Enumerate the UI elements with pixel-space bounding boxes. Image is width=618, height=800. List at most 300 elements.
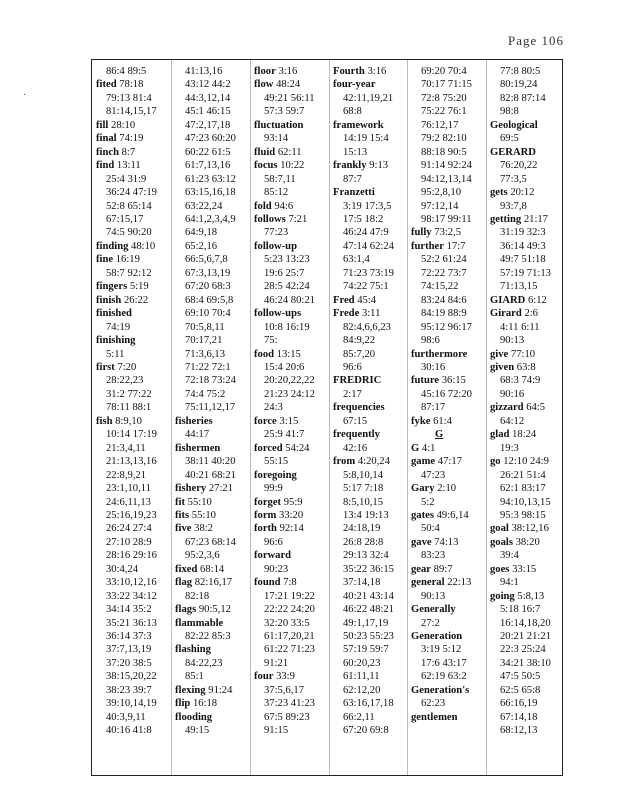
index-subentry: 10:8 16:19 <box>264 321 310 333</box>
index-entry <box>490 294 551 307</box>
index-subentry: 63:22,24 <box>185 200 223 212</box>
index-term: fited <box>96 79 117 91</box>
index-entry <box>333 374 394 387</box>
index-subentry: 96:6 <box>264 536 283 548</box>
index-subentry: 93:7,8 <box>500 200 527 212</box>
index-subentry: 25:4 31:9 <box>106 173 147 185</box>
page-refs: 22:13 <box>447 577 472 589</box>
index-subentry: 60:20,23 <box>343 657 381 669</box>
index-subentry: 78:11 88:1 <box>106 402 152 414</box>
index-term: forth <box>254 523 277 535</box>
index-subentry: 69:20 70:4 <box>421 66 467 77</box>
page-refs: 62:11 <box>277 146 302 158</box>
column-divider <box>250 60 251 775</box>
index-subentry: 42:11,19,21 <box>343 92 394 104</box>
index-term: Generation's <box>411 684 470 696</box>
index-term: flow <box>254 79 274 91</box>
index-term: GERARD <box>490 146 536 158</box>
page-refs: 17:7 <box>446 240 466 252</box>
page-refs: 94:6 <box>274 200 294 212</box>
index-subentry: 15:4 20:6 <box>264 361 305 373</box>
page-refs: 55:10 <box>187 496 212 508</box>
index-subentry: 67:14,18 <box>500 711 538 723</box>
index-subentry: 76:12,17 <box>421 119 459 131</box>
index-entry <box>254 159 315 172</box>
index-subentry: 49:21 56:11 <box>264 92 315 104</box>
index-entry <box>254 119 315 132</box>
index-subentry: 8:5,10,15 <box>343 496 384 508</box>
index-entry <box>411 630 472 643</box>
index-subentry: 28:16 29:16 <box>106 550 157 562</box>
index-subentry: 55:15 <box>264 456 289 468</box>
index-subentry: 96:6 <box>343 361 362 373</box>
index-entry <box>490 455 551 468</box>
page-refs: 4:1 <box>421 442 436 454</box>
page-refs: 26:22 <box>123 294 149 306</box>
index-entry <box>333 428 394 441</box>
index-entry <box>490 536 551 549</box>
index-entry <box>175 617 236 630</box>
index-subentry: 32:20 33:5 <box>264 617 310 629</box>
index-entry <box>254 240 315 253</box>
page-refs: 33:15 <box>512 563 537 575</box>
index-entry <box>411 509 472 522</box>
index-subentry: 30:4,24 <box>106 563 139 575</box>
page-refs: 77:10 <box>510 348 536 360</box>
index-subentry: 20:20,22,22 <box>264 375 315 387</box>
index-subentry: 60:22 61:5 <box>185 146 231 158</box>
index-subentry: 61:22 71:23 <box>264 644 315 656</box>
index-term: Fourth <box>333 66 365 77</box>
index-term: frequently <box>333 429 380 441</box>
index-term: fits <box>175 509 190 521</box>
index-subentry: 91:15 <box>264 725 289 737</box>
index-subentry: 75: <box>264 335 278 347</box>
index-entry <box>175 496 236 509</box>
page-refs: 92:14 <box>279 523 304 535</box>
index-subentry: 22:22 24:20 <box>264 604 315 616</box>
page-refs: 2:6 <box>524 308 538 320</box>
index-subentry: 87:7 <box>343 173 362 185</box>
index-subentry: 47:23 <box>421 469 446 481</box>
index-subentry: 72:22 73:7 <box>421 267 467 279</box>
page-refs: 7:8 <box>283 577 297 589</box>
index-subentry: 85:7,20 <box>343 348 376 360</box>
index-term: gentlemen <box>411 711 458 723</box>
index-entry <box>254 549 315 562</box>
index-subentry: 47:2,17,18 <box>185 119 231 131</box>
index-entry <box>254 146 315 159</box>
index-subentry: 5:8,10,14 <box>343 469 384 481</box>
index-term: Franzetti <box>333 187 375 199</box>
index-subentry: 98:8 <box>500 106 519 118</box>
index-entry <box>175 522 236 535</box>
index-entry <box>411 603 472 616</box>
index-subentry: 46:22 48:21 <box>343 604 394 616</box>
index-subentry: 66:16,19 <box>500 698 538 710</box>
index-entry <box>333 455 394 468</box>
index-subentry: 70:5,8,11 <box>185 321 225 333</box>
index-subentry: 5:11 <box>106 348 125 360</box>
index-subentry: 70:17,21 <box>185 335 223 347</box>
index-subentry: 3:19 17:3,5 <box>343 200 392 212</box>
page-refs: 7:21 <box>288 213 308 225</box>
index-subentry: 38:15,20,22 <box>106 671 157 683</box>
index-subentry: 40:21 43:14 <box>343 590 394 602</box>
index-column-5 <box>411 65 472 724</box>
page-refs: 68:14 <box>200 563 225 575</box>
margin-mark: · <box>23 90 27 101</box>
index-subentry: 98:17 99:11 <box>421 213 472 225</box>
index-term: fish <box>96 415 113 427</box>
page-refs: 4:20,24 <box>357 456 390 468</box>
index-subentry: 68:3 74:9 <box>500 375 541 387</box>
index-column-2 <box>175 65 236 738</box>
index-term: forced <box>254 442 283 454</box>
index-subentry: 31:2 77:22 <box>106 388 152 400</box>
index-subentry: 17:21 19:22 <box>264 590 315 602</box>
index-entry <box>411 563 472 576</box>
page-refs: 13:15 <box>276 348 301 360</box>
index-entry <box>96 253 157 266</box>
index-entry <box>96 294 157 307</box>
index-entry <box>254 78 315 91</box>
index-subentry: 19:6 25:7 <box>264 267 305 279</box>
index-term: gizzard <box>490 402 524 414</box>
index-entry <box>96 146 157 159</box>
index-subentry: 47:14 62:24 <box>343 240 394 252</box>
index-term: found <box>254 577 281 589</box>
index-column-1 <box>96 65 157 738</box>
index-term: fingers <box>96 281 128 293</box>
index-term: GIARD <box>490 294 526 306</box>
index-subentry: 80:19,24 <box>500 79 538 91</box>
index-term: fit <box>175 496 185 508</box>
index-subentry: 22:3 25:24 <box>500 644 546 656</box>
index-term: goes <box>490 563 510 575</box>
index-term: flags <box>175 604 197 616</box>
index-subentry: 75:11,12,17 <box>185 402 236 414</box>
index-term: gets <box>490 187 508 199</box>
index-entry <box>490 563 551 576</box>
index-subentry: 95:2,8,10 <box>421 187 462 199</box>
index-subentry: 70:17 71:15 <box>421 79 472 91</box>
index-entry <box>411 482 472 495</box>
index-subentry: 64:9,18 <box>185 227 218 239</box>
index-subentry: 40:3,9,11 <box>106 711 146 723</box>
index-term: furthermore <box>411 348 468 360</box>
page-refs: 38:12,16 <box>511 523 549 535</box>
page-refs: 82:16,17 <box>194 577 233 589</box>
index-entry <box>175 415 236 428</box>
index-entry <box>333 159 394 172</box>
index-term: given <box>490 361 515 373</box>
page-refs: 47:17 <box>437 456 462 468</box>
index-subentry: 64:12 <box>500 415 525 427</box>
index-subentry: 74:4 75:2 <box>185 388 226 400</box>
index-term: going <box>490 590 515 602</box>
index-subentry: 85:12 <box>264 187 289 199</box>
index-subentry: 52:2 61:24 <box>421 254 467 266</box>
index-term: fishery <box>175 483 207 495</box>
index-subentry: 4:11 6:11 <box>500 321 540 333</box>
index-subentry: 86:4 89:5 <box>106 66 147 77</box>
column-divider <box>329 60 330 775</box>
index-subentry: 58:7,11 <box>264 173 296 185</box>
page-refs: 5:19 <box>129 281 149 293</box>
index-subentry: 76:20,22 <box>500 160 538 172</box>
index-term: forget <box>254 496 282 508</box>
index-subentry: 26:21 51:4 <box>500 469 546 481</box>
index-entry <box>490 590 551 603</box>
index-term: goals <box>490 536 513 548</box>
index-subentry: 40:16 41:8 <box>106 725 152 737</box>
index-subentry: 61:17,20,21 <box>264 631 315 643</box>
index-entry <box>96 78 157 91</box>
index-term: Girard <box>490 308 522 320</box>
page-refs: 55:10 <box>191 509 216 521</box>
index-term: follow-up <box>254 240 297 252</box>
index-subentry: 37:23 41:23 <box>264 698 315 710</box>
page-refs: 74:13 <box>434 536 459 548</box>
index-subentry: 17:5 18:2 <box>343 213 384 225</box>
index-subentry: 95:12 96:17 <box>421 321 472 333</box>
index-subentry: 25:9 41:7 <box>264 429 305 441</box>
index-entry <box>333 78 394 91</box>
index-subentry: 30:16 <box>421 361 446 373</box>
index-subentry: 88:18 90:5 <box>421 146 467 158</box>
index-subentry: 25:16,19,23 <box>106 509 157 521</box>
index-term: go <box>490 456 501 468</box>
index-subentry: 84:9,22 <box>343 335 376 347</box>
page-refs: 8:9,10 <box>115 415 142 427</box>
index-subentry: 23:1,10,11 <box>106 483 151 495</box>
page-refs: 18:24 <box>512 429 537 441</box>
index-entry <box>175 509 236 522</box>
page-refs: 7:20 <box>117 361 137 373</box>
index-term: general <box>411 577 445 589</box>
page-refs: 27:21 <box>208 483 233 495</box>
index-term: Fred <box>333 294 355 306</box>
page-number: Page 106 <box>507 33 564 48</box>
index-subentry: 10:14 17:19 <box>106 429 157 441</box>
index-term: finding <box>96 240 129 252</box>
index-subentry: 28:5 42:24 <box>264 281 310 293</box>
page-refs: 61:4 <box>433 415 452 427</box>
index-subentry: 83:24 84:6 <box>421 294 467 306</box>
page-refs: 8:7 <box>121 146 136 158</box>
index-term: finished <box>96 308 132 320</box>
index-term: goal <box>490 523 509 535</box>
index-subentry: 45:1 46:15 <box>185 106 231 118</box>
index-subentry: 97:12,14 <box>421 200 459 212</box>
page-refs: 64:5 <box>526 402 546 414</box>
index-subentry: 5:23 13:23 <box>264 254 310 266</box>
index-entry <box>333 119 394 132</box>
index-term: flag <box>175 577 193 589</box>
index-subentry: 98:6 <box>421 335 440 347</box>
index-subentry: 37:20 38:5 <box>106 657 152 669</box>
index-entry <box>490 401 551 414</box>
page-refs: 48:24 <box>276 79 301 91</box>
index-entry <box>96 280 157 293</box>
index-subentry: 49:7 51:18 <box>500 254 546 266</box>
index-subentry: 77:3,5 <box>500 173 527 185</box>
index-subentry: 34:14 35:2 <box>106 604 152 616</box>
index-subentry: 21:23 24:12 <box>264 388 315 400</box>
index-term: follow-ups <box>254 308 302 320</box>
index-term: glad <box>490 429 510 441</box>
index-subentry: 67:20 68:3 <box>185 281 231 293</box>
index-term: fine <box>96 254 114 266</box>
index-subentry: 36:24 47:19 <box>106 187 157 199</box>
index-subentry: 57:19 59:7 <box>343 644 389 656</box>
index-term: force <box>254 415 277 427</box>
index-subentry: 42:16 <box>343 442 368 454</box>
index-term: framework <box>333 119 384 131</box>
index-term: frequencies <box>333 402 385 414</box>
index-entry <box>490 213 551 226</box>
index-subentry: 93:14 <box>264 133 289 145</box>
index-subentry: 82:22 85:3 <box>185 631 231 643</box>
index-entry <box>411 226 472 239</box>
index-entry <box>333 65 394 78</box>
index-subentry: 13:4 19:13 <box>343 509 389 521</box>
index-subentry: 66:2,11 <box>343 711 375 723</box>
index-term: getting <box>490 213 522 225</box>
index-term: flip <box>175 698 191 710</box>
index-term: finish <box>96 294 122 306</box>
index-entry <box>254 65 315 78</box>
index-term: fully <box>411 227 432 239</box>
index-subentry: 57:19 71:13 <box>500 267 551 279</box>
index-term: future <box>411 375 440 387</box>
index-subentry: 24:3 <box>264 402 283 414</box>
index-term: final <box>96 133 117 145</box>
page-refs: 16:19 <box>115 254 140 266</box>
index-subentry: 82:18 <box>185 590 210 602</box>
index-subentry: 99:9 <box>264 483 283 495</box>
index-subentry: 62:1 83:17 <box>500 483 546 495</box>
index-entry <box>175 563 236 576</box>
index-entry <box>254 213 315 226</box>
index-term: Geological <box>490 119 538 131</box>
index-subentry: 38:23 39:7 <box>106 684 152 696</box>
index-subentry: 62:19 63:2 <box>421 671 467 683</box>
index-term: frankly <box>333 160 367 172</box>
index-subentry: 83:23 <box>421 550 446 562</box>
index-term: Gary <box>411 483 435 495</box>
index-subentry: 84:19 88:9 <box>421 308 467 320</box>
index-subentry: 3:19 5:12 <box>421 644 462 656</box>
index-subentry: 79:2 82:10 <box>421 133 467 145</box>
index-subentry: 77:8 80:5 <box>500 66 541 77</box>
index-entry <box>96 132 157 145</box>
index-subentry: 29:13 32:4 <box>343 550 389 562</box>
index-term: Generation <box>411 631 463 643</box>
index-subentry: 62:23 <box>421 698 446 710</box>
index-entry <box>490 348 551 361</box>
page-refs: 63:8 <box>516 361 536 373</box>
index-subentry: 34:21 38:10 <box>500 657 551 669</box>
index-term: FREDRIC <box>333 375 382 387</box>
index-subentry: 87:17 <box>421 402 446 414</box>
index-term: fisheries <box>175 415 213 427</box>
index-term: fluctuation <box>254 119 304 131</box>
index-subentry: 46:24 80:21 <box>264 294 315 306</box>
index-subentry: 84:22,23 <box>185 657 223 669</box>
index-subentry: 35:21 36:13 <box>106 617 157 629</box>
page-refs: 38:20 <box>515 536 540 548</box>
index-term: foregoing <box>254 469 297 481</box>
index-term: fluid <box>254 146 276 158</box>
index-entry <box>175 482 236 495</box>
index-term: forward <box>254 550 292 562</box>
index-entry <box>254 496 315 509</box>
index-subentry: 67:3,13,19 <box>185 267 231 279</box>
index-term: focus <box>254 160 278 172</box>
index-entry <box>411 536 472 549</box>
index-subentry: 71:22 72:1 <box>185 361 231 373</box>
index-subentry: 40:21 68:21 <box>185 469 236 481</box>
page-refs: 78:18 <box>119 79 144 91</box>
index-subentry: 37:5,6,17 <box>264 684 305 696</box>
index-subentry: 91:21 <box>264 657 289 669</box>
index-subentry: 67:20 69:8 <box>343 725 389 737</box>
page-refs: 21:17 <box>523 213 548 225</box>
index-subentry: 74:22 75:1 <box>343 281 389 293</box>
index-subentry: 94:12,13,14 <box>421 173 472 185</box>
index-subentry: 71:23 73:19 <box>343 267 394 279</box>
index-subentry: 82:8 87:14 <box>500 92 546 104</box>
index-subentry: 61:23 63:12 <box>185 173 236 185</box>
index-term: finch <box>96 146 119 158</box>
index-term: Generally <box>411 604 456 616</box>
index-column-6 <box>490 65 551 738</box>
index-subentry: 22:8,9,21 <box>106 469 147 481</box>
index-entry <box>96 307 157 320</box>
index-entry <box>333 307 394 320</box>
page-refs: 74:19 <box>119 133 144 145</box>
index-entry <box>254 348 315 361</box>
index-subentry: 39:4 <box>500 550 519 562</box>
index-subentry: 44:17 <box>185 429 210 441</box>
index-subentry: 46:24 47:9 <box>343 227 389 239</box>
index-term: four <box>254 671 274 683</box>
index-subentry: 5:17 7:18 <box>343 483 384 495</box>
page-refs: 16:18 <box>192 698 218 710</box>
index-subentry: 69:10 70:4 <box>185 308 231 320</box>
index-subentry: 63:1,4 <box>343 254 370 266</box>
index-subentry: 26:24 27:4 <box>106 523 152 535</box>
index-subentry: 47:5 50:5 <box>500 671 541 683</box>
index-subentry: 68:12,13 <box>500 725 538 737</box>
index-term: flashing <box>175 644 211 656</box>
index-subentry: 75:22 76:1 <box>421 106 467 118</box>
index-subentry: 68:8 <box>343 106 362 118</box>
index-subentry: 74:19 <box>106 321 131 333</box>
index-term: food <box>254 348 275 360</box>
index-subentry: 52:8 65:14 <box>106 200 152 212</box>
index-subentry: 72:8 75:20 <box>421 92 467 104</box>
index-subentry: 38:11 40:20 <box>185 456 236 468</box>
index-subentry: 16:14,18,20 <box>500 617 551 629</box>
index-subentry: 5:18 16:7 <box>500 604 541 616</box>
index-entry <box>411 711 472 724</box>
index-entry <box>175 697 236 710</box>
index-entry <box>490 361 551 374</box>
index-subentry: 47:23 60:20 <box>185 133 236 145</box>
